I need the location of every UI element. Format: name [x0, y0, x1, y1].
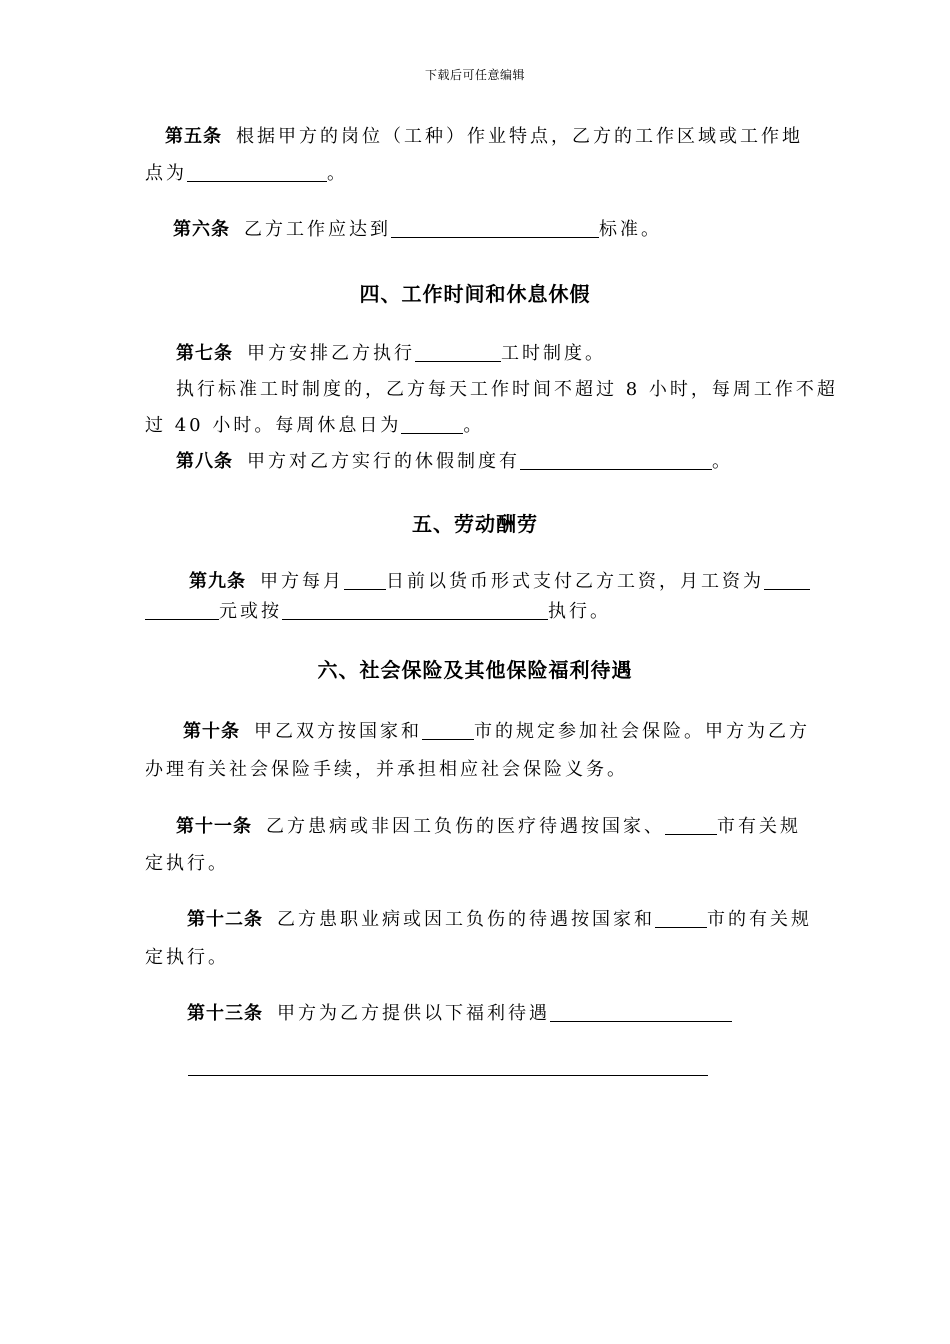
article8-line: 第八条 甲方对乙方实行的休假制度有 。 [176, 451, 733, 472]
section6-heading: 六、社会保险及其他保险福利待遇 [317, 658, 633, 682]
article8-label: 第八条 [176, 451, 233, 472]
article13-line1: 第十三条 甲方为乙方提供以下福利待遇 [187, 1002, 732, 1026]
article13-line2 [188, 1056, 708, 1080]
header-note: 下载后可任意编辑 [424, 68, 525, 82]
article12-label: 第十二条 [187, 909, 263, 930]
blank-work-location [187, 163, 327, 182]
article10-label: 第十条 [183, 721, 240, 742]
article10-line1: 第十条 甲乙双方按国家和 市的规定参加社会保险。甲方为乙方 [183, 721, 810, 742]
section4-heading: 四、工作时间和休息休假 [359, 282, 591, 306]
article7-line3: 过 40 小时。每周休息日为 。 [145, 415, 485, 436]
article5-text: 根据甲方的岗位（工种）作业特点，乙方的工作区域或工作地 [236, 126, 803, 147]
article6-label: 第六条 [173, 219, 230, 240]
blank-vacation-system [520, 451, 712, 470]
article13-label: 第十三条 [187, 1003, 263, 1024]
blank-welfare-benefits [550, 1003, 732, 1022]
article12-line1: 第十二条 乙方患职业病或因工负伤的待遇按国家和 市的有关规 [187, 909, 812, 930]
article7-line1: 第七条 甲方安排乙方执行 工时制度。 [176, 343, 606, 364]
blank-welfare-benefits-continued [188, 1057, 708, 1076]
article12-line2: 定执行。 [145, 947, 229, 968]
article5-line2: 点为 。 [145, 163, 348, 184]
blank-city-social-insurance [422, 721, 474, 740]
article7-label: 第七条 [176, 343, 233, 364]
article9-line1: 第九条 甲方每月 日前以货币形式支付乙方工资，月工资为 [189, 570, 810, 594]
article9-label: 第九条 [189, 571, 246, 592]
section5-heading: 五、劳动酬劳 [412, 512, 538, 536]
article9-line2: 元或按 执行。 [145, 600, 611, 624]
blank-monthly-salary-part1 [764, 571, 810, 590]
blank-working-hours-system [415, 343, 501, 362]
blank-salary-basis [282, 601, 548, 620]
article7-line2: 执行标准工时制度的，乙方每天工作时间不超过 8 小时，每周工作不超 [176, 379, 838, 400]
article5-label: 第五条 [165, 126, 222, 147]
blank-city-occupational [655, 909, 707, 928]
article11-line2: 定执行。 [145, 853, 229, 874]
article11-line1: 第十一条 乙方患病或非因工负伤的医疗待遇按国家、 市有关规 [176, 816, 801, 837]
article6-line: 第六条 乙方工作应达到 标准。 [173, 219, 662, 240]
article11-label: 第十一条 [176, 816, 252, 837]
blank-work-standard [391, 219, 599, 238]
article5-line1 [165, 125, 803, 149]
blank-weekly-rest-day [401, 415, 463, 434]
article10-line2: 办理有关社会保险手续，并承担相应社会保险义务。 [145, 759, 628, 780]
blank-monthly-salary-part2 [145, 601, 219, 620]
blank-city-medical [665, 816, 717, 835]
blank-pay-day [344, 571, 386, 590]
